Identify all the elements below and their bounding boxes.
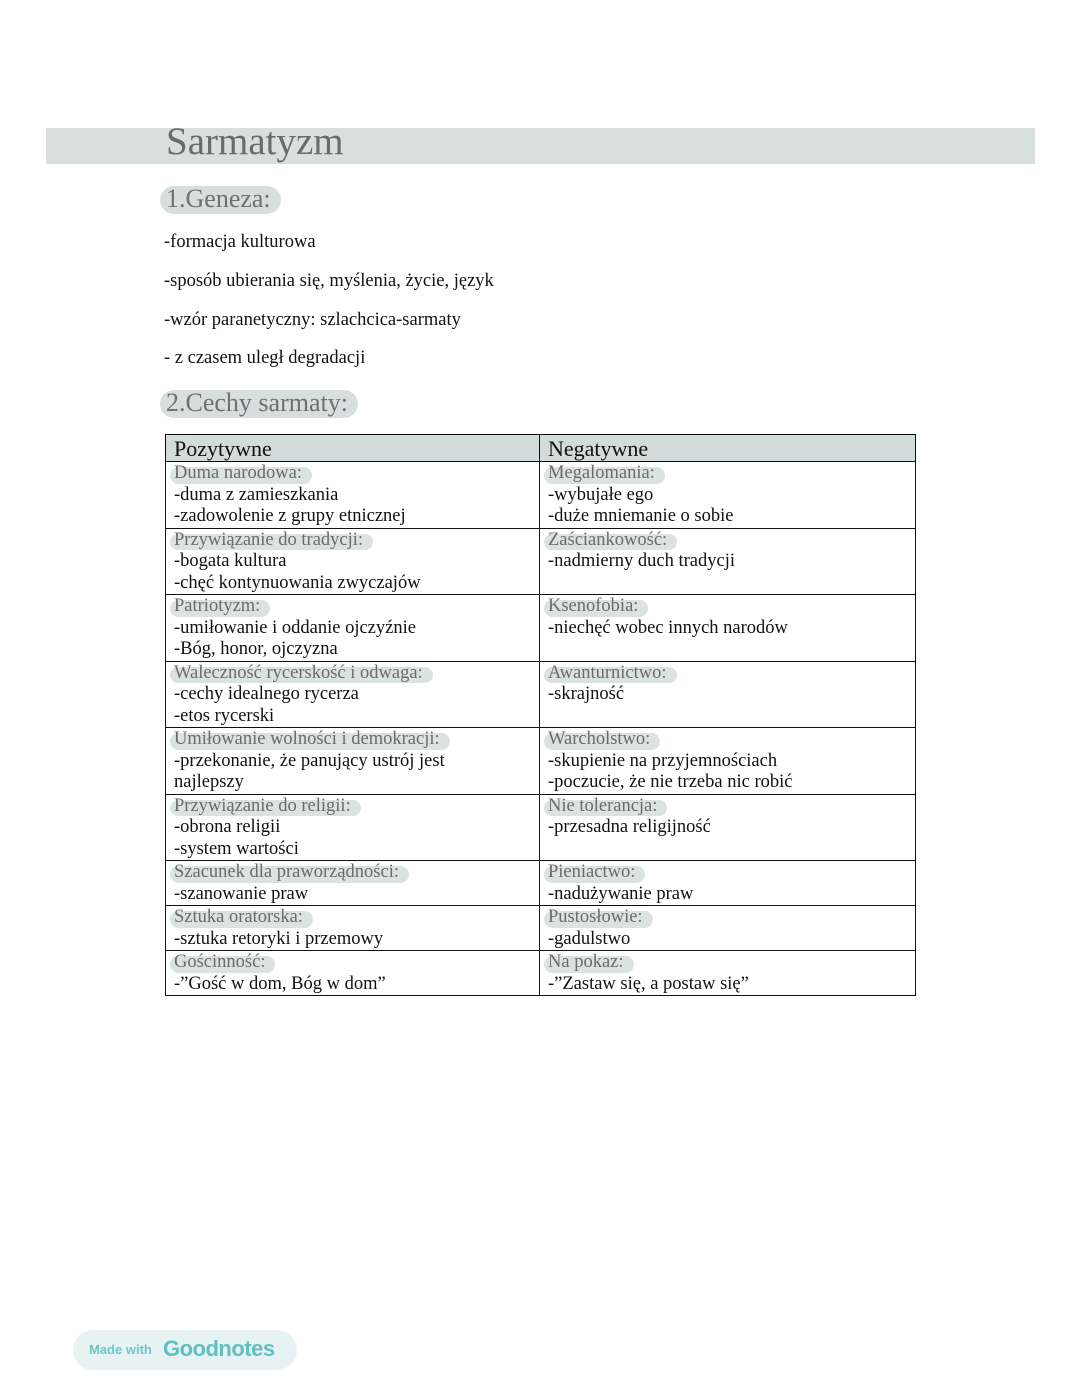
trait-line: -wybujałe ego [548,484,654,505]
trait-line: -nadmierny duch tradycji [548,551,735,571]
bullet-item: - z czasem uległ degradacji [164,348,366,368]
table-row [166,595,916,662]
trait-line: -cechy idealnego rycerza [174,684,359,704]
table-row [166,794,916,861]
trait-title: Megalomania: [548,463,655,483]
section-heading-text: 2.Cechy sarmaty: [166,388,348,417]
column-header-positive: Pozytywne [166,435,540,462]
trait-line: -sztuka retoryki i przemowy [174,928,384,949]
positive-cell [166,906,540,951]
made-with-goodnotes-badge [73,1330,297,1370]
positive-cell [166,661,540,728]
trait-line: -przesadna religijność [548,817,711,837]
trait-line: -skupienie na przyjemnościach [548,750,778,771]
trait-line: -zadowolenie z grupy etnicznej [174,506,406,526]
positive-cell [166,794,540,861]
negative-cell [540,462,916,529]
section-heading-cechy [166,388,348,418]
positive-cell [166,728,540,795]
bullet-item: -sposób ubierania się, myślenia, życie, język [164,271,494,291]
trait-line: -szanowanie praw [174,883,309,904]
goodnotes-logo: Goodnotes [163,1336,275,1361]
trait-title: Umiłowanie wolności i demokracji: [174,729,440,749]
trait-line: -system wartości [174,838,299,859]
trait-title: Patriotyzm: [174,596,261,616]
trait-title: Awanturnictwo: [548,662,667,683]
positive-cell [166,595,540,662]
table-row [166,462,916,529]
trait-title: Nie tolerancja: [548,795,658,816]
table-row [166,528,916,595]
trait-line: -”Zastaw się, a postaw się” [548,973,749,994]
trait-title: Warcholstwo: [548,729,651,749]
table-header-row [166,435,916,462]
trait-line: -”Gość w dom, Bóg w dom” [174,973,386,994]
page-title: Sarmatyzm [166,120,344,163]
table-row [166,951,916,996]
negative-cell [540,728,916,795]
section-heading-text: 1.Geneza: [166,184,271,213]
trait-line: -Bóg, honor, ojczyzna [174,639,338,659]
trait-line: -umiłowanie i oddanie ojczyźnie [174,617,416,638]
trait-line: -chęć kontynuowania zwyczajów [174,572,421,593]
trait-title: Waleczność rycerskość i odwaga: [174,662,423,683]
trait-line: -skrajność [548,684,625,704]
trait-title: Zaściankowość: [548,529,668,550]
positive-cell [166,861,540,906]
trait-line: -etos rycerski [174,705,275,726]
traits-table [165,434,916,996]
trait-line: -niechęć wobec innych narodów [548,617,788,638]
table-row [166,661,916,728]
trait-title: Przywiązanie do religii: [174,795,351,816]
trait-line: -nadużywanie praw [548,883,694,904]
negative-cell [540,595,916,662]
trait-title: Przywiązanie do tradycji: [174,529,364,550]
column-header-negative: Negatywne [540,435,916,462]
negative-cell [540,951,916,996]
table-row [166,728,916,795]
trait-line: najlepszy [174,772,244,792]
table-row [166,906,916,951]
negative-cell [540,528,916,595]
trait-line: -duma z zamieszkania [174,484,339,505]
negative-cell [540,861,916,906]
bullet-item: -wzór paranetyczny: szlachcica-sarmaty [164,310,461,330]
trait-title: Szacunek dla praworządności: [174,862,399,882]
trait-title: Gościnność: [174,952,266,972]
negative-cell [540,906,916,951]
trait-title: Duma narodowa: [174,463,302,483]
trait-line: -gadulstwo [548,928,631,949]
trait-line: -przekonanie, że panujący ustrój jest [174,750,445,771]
made-with-label: Made with [89,1342,152,1357]
positive-cell [166,462,540,529]
trait-line: -obrona religii [174,817,281,837]
bullet-item: -formacja kulturowa [164,232,316,252]
section-heading-geneza [166,184,271,214]
negative-cell [540,661,916,728]
positive-cell [166,528,540,595]
table-row [166,861,916,906]
negative-cell [540,794,916,861]
trait-line: -duże mniemanie o sobie [548,506,734,526]
trait-title: Pustosłowie: [548,907,643,927]
positive-cell [166,951,540,996]
trait-line: -poczucie, że nie trzeba nic robić [548,772,793,792]
trait-line: -bogata kultura [174,551,287,571]
trait-title: Ksenofobia: [548,596,639,616]
trait-title: Pieniactwo: [548,862,636,882]
trait-title: Na pokaz: [548,952,624,972]
trait-title: Sztuka oratorska: [174,907,303,927]
